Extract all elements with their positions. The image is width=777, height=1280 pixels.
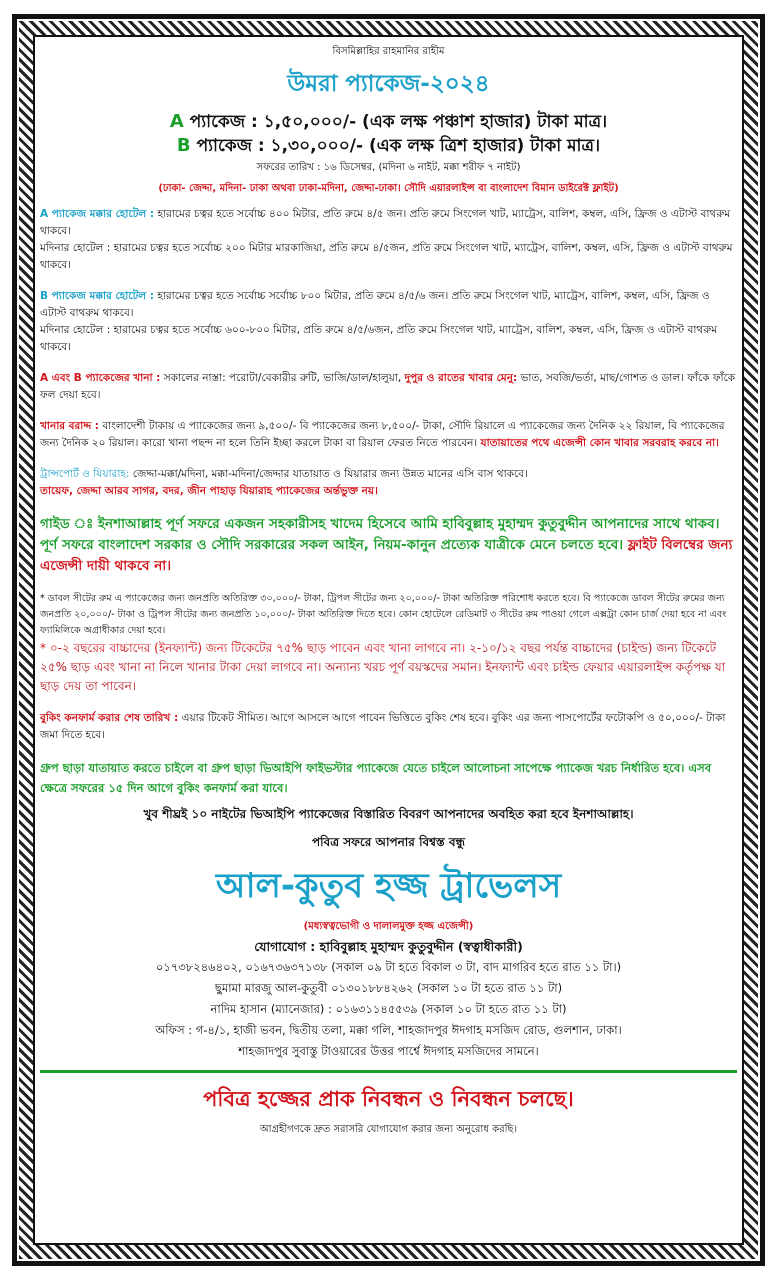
transport-label: ট্রান্সপোর্ট ও যিয়ারাহ: xyxy=(40,468,130,480)
allowance-label: খানার বরাদ্দ : xyxy=(40,420,99,432)
vip-note: খুব শীঘ্রই ১০ নাইটের ভিআইপি প্যাকেজের বিস্তারিত বিবরণ আপনাদের অবহিত করা হবে ইনশাআল্লাহ। xyxy=(143,807,634,821)
package-price: প্যাকেজ : ১,৫০,০০০/- (এক লক্ষ পঞ্চাশ হাজার) টাকা মাত্র। xyxy=(189,112,608,132)
hotel-b-makkah-text: হারামের চত্বর হতে সর্বোচ্চ সর্বোচ্চ ৮০০ মিটার, প্রতি রুমে ৪/৫/৬ জন। প্রতি রুমে সিংগেল খাট, ম্যাট্রেস, বালিশ, কম্বল, এসি, ফ্রিজ ও এটাস্ট বাথরুম থাকবে। xyxy=(40,290,710,319)
hotel-a-makkah xyxy=(40,206,737,240)
booking-text: এয়ার টিকেট সীমিত। আগে আসলে আগে পাবেন ভিত্তিতে বুকিং শেষ হবে। বুকিং এর জন্য পাসপোর্টের ফটোকপি ও ৫০,০০০/- টাকা জমা দিতে হবে। xyxy=(40,712,726,741)
transport-text: জেদ্দা-মক্কা/মদিনা, মক্কা-মদিনা/জেদ্দার যাতায়াত ও যিয়ারার জন্য উন্নত মানের এসি বাস থাকবে। xyxy=(132,468,528,480)
infant-note: * ০-২ বছরের বাচ্চাদের (ইনফ্যান্ট) জন্য টিকেটের ৭৫% ছাড় পাবেন এবং খানা লাগবে না। xyxy=(40,641,466,655)
office-address: অফিস : গ-৪/১, হাজী ভবন, দ্বিতীয় তলা, মক্কা গলি, শাহজাদপুর ঈদগাহ মসজিদ রোড, গুলশান, ঢাকা। xyxy=(155,1023,622,1037)
guide-warning: ফ্লাইট বিলম্বের জন্য এজেন্সী দায়ী থাকবে না। xyxy=(40,537,733,574)
child-fare-note: ২-১০/১২ বছর পর্যন্ত বাচ্চাদের (চাইল্ড) জন্য টিকেটে ২৫% ছাড় এবং খানা না নিলে খানার টাকা দেয়া লাগবে না। অন্যান্য খরচ পূর্ণ বয়স্কদের সমান। ইনফ্যান্ট এবং চাইল্ড ফেয়ার এয়ারলাইন্স কর্তৃপক্ষ যা ছাড় দেয় তা পাবেন। xyxy=(40,641,726,693)
food-allowance xyxy=(40,418,737,452)
hotel-a-label: A প্যাকেজ মক্কার হোটেল : xyxy=(40,208,155,220)
registration-request: আগ্রহীগণকে দ্রুত সরাসরি যোগাযোগ করার জন্য অনুরোধ করছি। xyxy=(259,1124,518,1135)
hotel-a-madinah: মদিনার হোটেল : হারামের চত্বর হতে সর্বোচ্চ ২০০ মিটার মারকাজিয়া, প্রতি রুমে ৪/৫জন, প্রতি রুমে সিংগেল খাট, ম্যাট্রেস, বালিশ, কম্বল, এসি, ফ্রিজ ও এটাস্ট বাথরুম থাকবে। xyxy=(40,242,733,271)
contact-phone-1: ০১৭৩৮২৪৬৪০২, ০১৬৭৩৬৩৭১৩৮ (সকাল ০৯ টা হতে বিকাল ৩ টা, বাদ মাগরিব হতে রাত ১১ টা।) xyxy=(155,960,622,974)
hotel-b-madinah: মদিনার হোটেল : হারামের চত্বর হতে সর্বোচ্চ ৬০০-৮০০ মিটার, প্রতি রুমে ৪/৫/৬জন, প্রতি রুমে সিংগেল খাট, ম্যাট্রেস, বালিশ, কম্বল, এসি, ফ্রিজ ও এটাস্ট বাথরুম থাকবে। xyxy=(40,324,718,353)
hotel-b-label: B প্যাকেজ মক্কার হোটেল : xyxy=(40,290,154,302)
package-price: প্যাকেজ : ১,৩০,০০০/- (এক লক্ষ ত্রিশ হাজার) টাকা মাত্র। xyxy=(196,136,601,156)
registration-headline: পবিত্র হজ্জের প্রাক নিবন্ধন ও নিবন্ধন চলছে। xyxy=(203,1087,574,1111)
package-letter: B xyxy=(176,135,191,156)
hotel-b-makkah xyxy=(40,288,737,322)
package-b xyxy=(40,134,737,158)
group-note: গ্রুপ ছাড়া যাতায়াত করতে চাইলে বা গ্রুপ ছাড়া ভিআইপি ফাইভস্টার প্যাকেজে যেতে চাইলে আলোচনা সাপেক্ষে প্যাকেজ খরচ নির্ধারিত হবে। এসব ক্ষেত্রে সফরের ১৫ দিন আগে বুকিং কনফার্ম করা যাবে। xyxy=(40,761,712,795)
package-letter: A xyxy=(169,111,184,132)
flight-route: (ঢাকা- জেদ্দা, মদিনা- ঢাকা অথবা ঢাকা-মদিনা, জেদ্দা-ঢাকা। সৌদি এয়ারলাইন্স বা বাংলাদেশ বিমান ডাইরেক্ট ফ্লাইট) xyxy=(158,183,619,194)
contact-phone-2: ছুমামা মারজু আল-কুতুবী ০১৩০১৮৮৪২৬২ (সকাল ১০ টা হতে রাত ১১ টা) xyxy=(214,981,563,995)
allowance-text: বাংলাদেশী টাকায় এ প্যাকেজের জন্য ৯,৫০০/- বি প্যাকেজের জন্য ৮,৫০০/- টাকা, সৌদি রিয়ালে এ প্যাকেজের জন্য দৈনিক ২২ রিয়াল, বি প্যাকেজের জন্য দৈনিক ২০ রিয়াল। কারো খানা পছন্দ না হলে তিনি ইচ্ছা করলে টাকা বা রিয়াল ফেরত নিতে পারবেন। xyxy=(40,420,725,449)
transport-excluded: তায়েফ, জেদ্দা আরব সাগর, বদর, জীন পাহাড় যিয়ারাহ প্যাকেজের অর্ন্তভুক্ত নয়। xyxy=(40,485,378,497)
contact-phone-3: নাদিম হাসান (ম্যানেজার) : ০১৬৩১১৪৫৫৩৯ (সকাল ১০ টা হতে রাত ১১ টা) xyxy=(210,1002,567,1016)
booking-label: বুকিং কনফার্ম করার শেষ তারিখ : xyxy=(40,712,179,724)
agency-tagline: (মধ্যস্বত্বভোগী ও দালালমুক্ত হজ্জ এজেন্সী) xyxy=(303,921,474,932)
bismillah: বিসমিল্লাহির রাহমানির রাহীম xyxy=(332,46,445,57)
agency-name: আল-কুতুব হজ্জ ট্রাভেলস xyxy=(215,866,562,906)
trusted-friend: পবিত্র সফরে আপনার বিশ্বস্ত বন্ধু xyxy=(311,835,466,849)
transport xyxy=(40,466,737,483)
food-meal-label: দুপুর ও রাতের খাবার মেনু: xyxy=(404,372,518,384)
allowance-note: যাতায়াতের পথে এজেন্সী কোন খাবার সরবরাহ করবে না। xyxy=(480,437,719,449)
contact-block xyxy=(40,936,737,1062)
divider xyxy=(40,1070,737,1073)
flyer-content xyxy=(40,44,737,1139)
child-note xyxy=(40,639,737,696)
food-breakfast: সকালের নাস্তা: পরোটা/বেকারীর রুটি, ভাজি/ডাল/হালুয়া, xyxy=(163,372,402,384)
guide-text: গাইড ঃ ইনশাআল্লাহ পূর্ণ সফরে একজন সহকারীসহ খাদেম হিসেবে আমি হাবিবুল্লাহ মুহাম্মদ কুতুবুদ্দীন আপনাদের সাথে থাকব। পূর্ণ সফরে বাংলাদেশ সরকার ও সৌদি সরকারের সকল আইন, নিয়ম-কানুন প্রত্যেক যাত্রীকে মেনে চলতে হবে। xyxy=(40,516,720,553)
food-menu xyxy=(40,370,737,404)
contact-heading: যোগাযোগ : হাবিবুল্লাহ মুহাম্মদ কুতুবুদ্দীন (স্বত্বাধীকারী) xyxy=(254,939,523,954)
office-landmark: শাহজাদপুর সুবাস্তু টাওয়ারের উত্তর পার্শ্বে ঈদগাহ মসজিদের সামনে। xyxy=(238,1044,539,1058)
package-a xyxy=(40,110,737,134)
page-title: উমরা প্যাকেজ-২০২৪ xyxy=(287,71,490,97)
booking-deadline xyxy=(40,710,737,744)
room-note: * ডাবল সীটের রুম এ প্যাকেজের জন্য জনপ্রতি অতিরিক্ত ৩০,০০০/- টাকা, ট্রিপল সীটের জন্য ২০,০০০/- টাকা অতিরিক্ত পরিশোধ করতে হবে। বি প্যাকেজে ডাবল সীটের রুমের জন্য জনপ্রতি ২০,০০০/- টাকা ও ট্রিপল সীটের জন্য জনপ্রতি ১০,০০০/- টাকা অতিরিক্ত দিতে হবে। কোন হোটেলে রেডিমাট ৩ সীটের রুম পাওয়া গেলে এক্সট্রা কোন চার্জ দেয়া হবে না এবং ফ্যামিলিকে অগ্রাধীকার দেয়া হবে। xyxy=(40,593,727,636)
trip-date: সফরের তারিখ : ১৬ ডিসেম্বর, (মদিনা ৬ নাইট, মক্কা শরীফ ৭ নাইট) xyxy=(256,162,521,173)
food-label: A এবং B প্যাকেজের খানা : xyxy=(40,372,161,384)
food-meal: ভাত, সবজি/ভর্তা, মাছ/গোশত ও ডাল। ফাঁকে ফাঁকে ফল দেয়া হবে। xyxy=(40,372,736,401)
hotel-a-makkah-text: হারামের চত্বর হতে সর্বোচ্চ ৪০০ মিটার, প্রতি রুমে ৪/৫ জন। প্রতি রুমে সিংগেল খাট, ম্যাট্রেস, বালিশ, কম্বল, এসি, ফ্রিজ ও এটাস্ট বাথরুম থাকবে। xyxy=(40,208,731,237)
guide-info xyxy=(40,514,737,577)
